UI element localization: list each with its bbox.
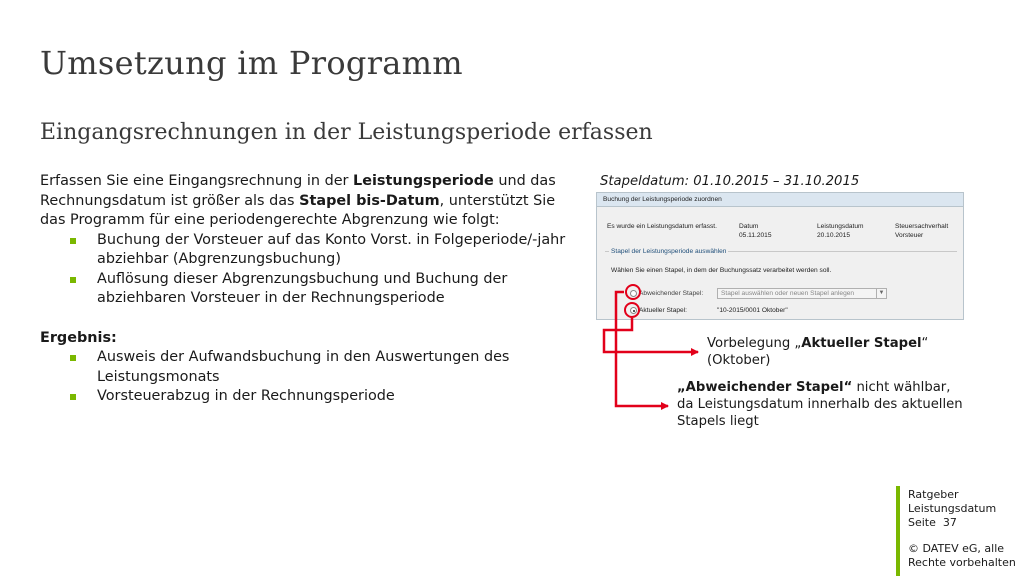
col-datum: Datum — [739, 223, 759, 230]
col-leistungsdatum: Leistungsdatum — [817, 223, 864, 230]
slide-title: Umsetzung im Programm — [40, 44, 463, 82]
bullet-item: Vorsteuerabzug in der Rechnungsperiode — [40, 387, 570, 407]
bullet-item: Buchung der Vorsteuer auf das Konto Vorst. in Folgeperiode/-jahr abziehbar (Abgrenzungsbuchung) — [40, 231, 570, 270]
slide-subtitle: Eingangsrechnungen in der Leistungsperiode erfassen — [40, 120, 653, 145]
label-aktueller-stapel: Aktueller Stapel: — [639, 307, 688, 314]
chevron-down-icon[interactable]: ▼ — [876, 289, 886, 298]
callout-vorbelegung: Vorbelegung „Aktueller Stapel“ (Oktober) — [707, 336, 929, 368]
col-steuersachverhalt: Steuersachverhalt — [895, 223, 949, 230]
stapel-date-caption: Stapeldatum: 01.10.2015 – 31.10.2015 — [600, 174, 860, 189]
sidebar-topic: Ratgeber Leistungsdatum — [908, 488, 997, 515]
ergebnis-heading: Ergebnis: — [40, 329, 117, 346]
val-datum: 05.11.2015 — [739, 232, 772, 239]
intro-paragraph: Erfassen Sie eine Eingangsrechnung in der Leistungsperiode und das Rechnungsdatum ist größer als das Stapel bis-Datum, unterstützt Sie das Programm für eine periodengerechte Abgrenzung wie folgt: — [40, 173, 556, 228]
intro-bold-stapel: Stapel bis-Datum — [299, 192, 440, 209]
page-number: Seite 37 — [908, 516, 957, 529]
val-leistungsdatum: 20.10.2015 — [817, 232, 851, 239]
intro-bold-leistungsperiode: Leistungsperiode — [353, 173, 494, 189]
arrow-abweichender-stapel — [616, 292, 668, 406]
val-steuersachverhalt: Vorsteuer — [895, 232, 924, 239]
callout-abweichend: „Abweichender Stapel“ nicht wählbar, da Leistungsdatum innerhalb des aktuellen Stapels liegt — [677, 380, 963, 429]
dialog-title: Buchung der Leistungsperiode zuordnen — [597, 193, 963, 207]
copyright: © DATEV eG, alle Rechte vorbehalten — [908, 542, 1016, 569]
stapel-combobox[interactable]: Stapel auswählen oder neuen Stapel anlegen ▼ — [717, 288, 887, 299]
aktueller-stapel-value: "10-2015/0001 Oktober" — [717, 307, 788, 314]
group-label: Stapel der Leistungsperiode auswählen — [611, 248, 727, 255]
dialog-info: Es wurde ein Leistungsdatum erfasst. — [607, 223, 717, 230]
sidebar-accent-bar — [896, 486, 900, 576]
instruction-text: Wählen Sie einen Stapel, in dem der Buchungssatz verarbeitet werden soll. — [611, 267, 832, 274]
label-abweichender-stapel: Abweichender Stapel: — [639, 290, 704, 297]
arrow-aktueller-stapel — [604, 318, 698, 352]
bullet-item: Auflösung dieser Abgrenzungsbuchung und Buchung der abziehbaren Vorsteuer in der Rechnungsperiode — [40, 270, 570, 309]
bullet-item: Ausweis der Aufwandsbuchung in den Auswertungen des Leistungsmonats — [40, 348, 570, 387]
